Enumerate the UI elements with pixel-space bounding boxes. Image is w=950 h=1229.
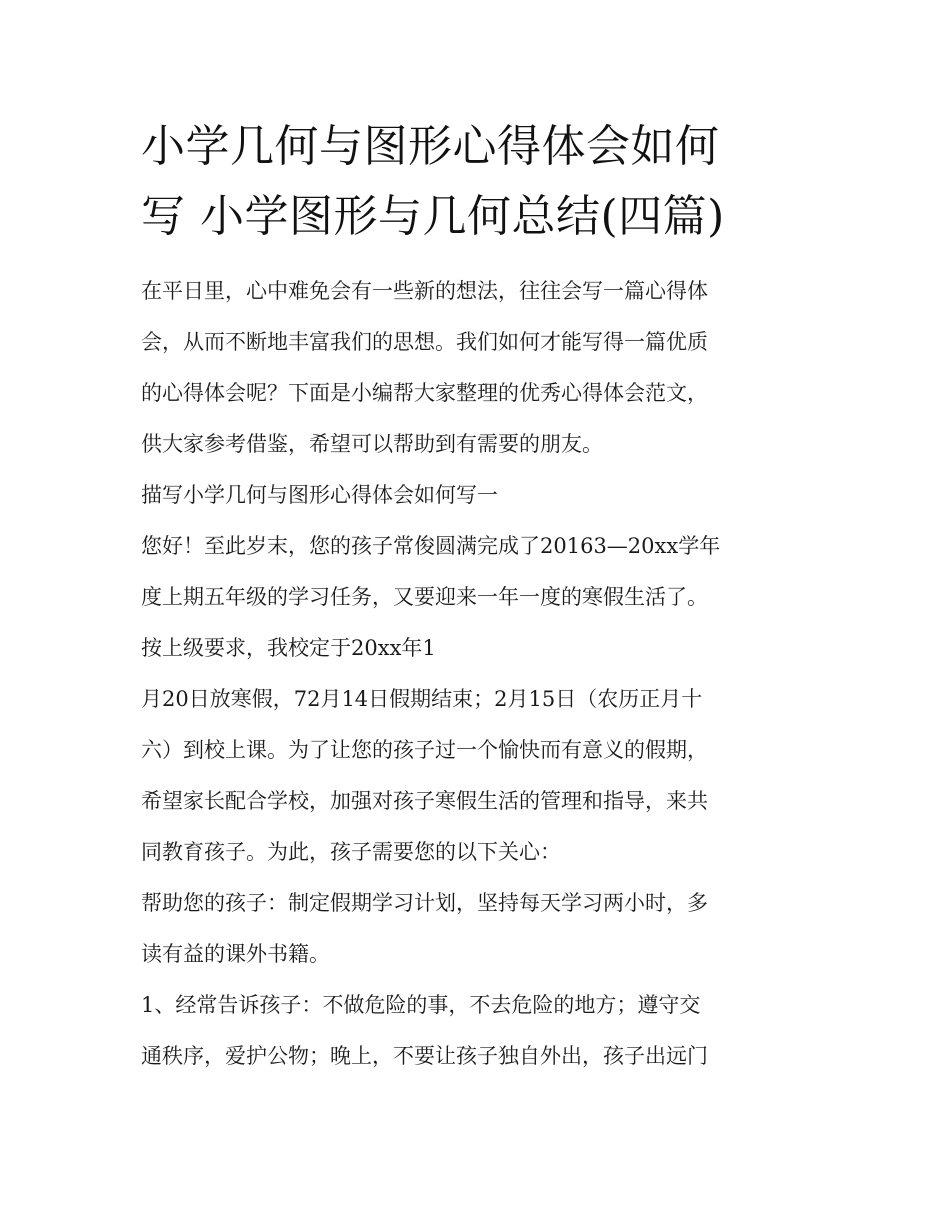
paragraph-line: 会，从而不断地丰富我们的思想。我们如何才能写得一篇优质 [141, 330, 708, 354]
paragraph-line: 按上级要求，我校定于20xx年1 [141, 636, 436, 660]
title-line: 小学几何与图形心得体会如何 [141, 121, 720, 172]
paragraph-line: 的心得体会呢？下面是小编帮大家整理的优秀心得体会范文， [141, 381, 708, 405]
schedule-paragraph [141, 674, 813, 878]
title-line: 写 小学图形与几何总结(四篇) [141, 191, 725, 242]
document-body [141, 266, 813, 1082]
document-title [141, 112, 813, 252]
study-plan-paragraph [141, 878, 813, 980]
intro-paragraph [141, 266, 813, 470]
paragraph-line: 描写小学几何与图形心得体会如何写一 [141, 483, 498, 507]
section-heading [141, 470, 813, 521]
paragraph-line: 帮助您的孩子：制定假期学习计划，坚持每天学习两小时，多 [141, 891, 708, 915]
paragraph-line: 通秩序，爱护公物；晚上，不要让孩子独自外出，孩子出远门 [141, 1044, 708, 1068]
paragraph-line: 六）到校上课。为了让您的孩子过一个愉快而有意义的假期， [141, 738, 708, 762]
greeting-paragraph [141, 521, 813, 674]
paragraph-line: 1、经常告诉孩子：不做危险的事，不去危险的地方；遵守交 [141, 993, 701, 1017]
paragraph-line: 月20日放寒假，72月14日假期结束；2月15日（农历正月十 [141, 687, 703, 711]
safety-paragraph [141, 980, 813, 1082]
paragraph-line: 供大家参考借鉴，希望可以帮助到有需要的朋友。 [141, 432, 603, 456]
paragraph-line: 同教育孩子。为此，孩子需要您的以下关心： [141, 840, 561, 864]
paragraph-line: 读有益的课外书籍。 [141, 942, 330, 966]
paragraph-line: 度上期五年级的学习任务，又要迎来一年一度的寒假生活了。 [141, 585, 708, 609]
document-content [141, 112, 813, 1082]
paragraph-line: 希望家长配合学校，加强对孩子寒假生活的管理和指导，来共 [141, 789, 708, 813]
paragraph-line: 在平日里，心中难免会有一些新的想法，往往会写一篇心得体 [141, 279, 708, 303]
paragraph-line: 您好！至此岁末，您的孩子常俊圆满完成了20163—20xx学年 [141, 534, 721, 558]
